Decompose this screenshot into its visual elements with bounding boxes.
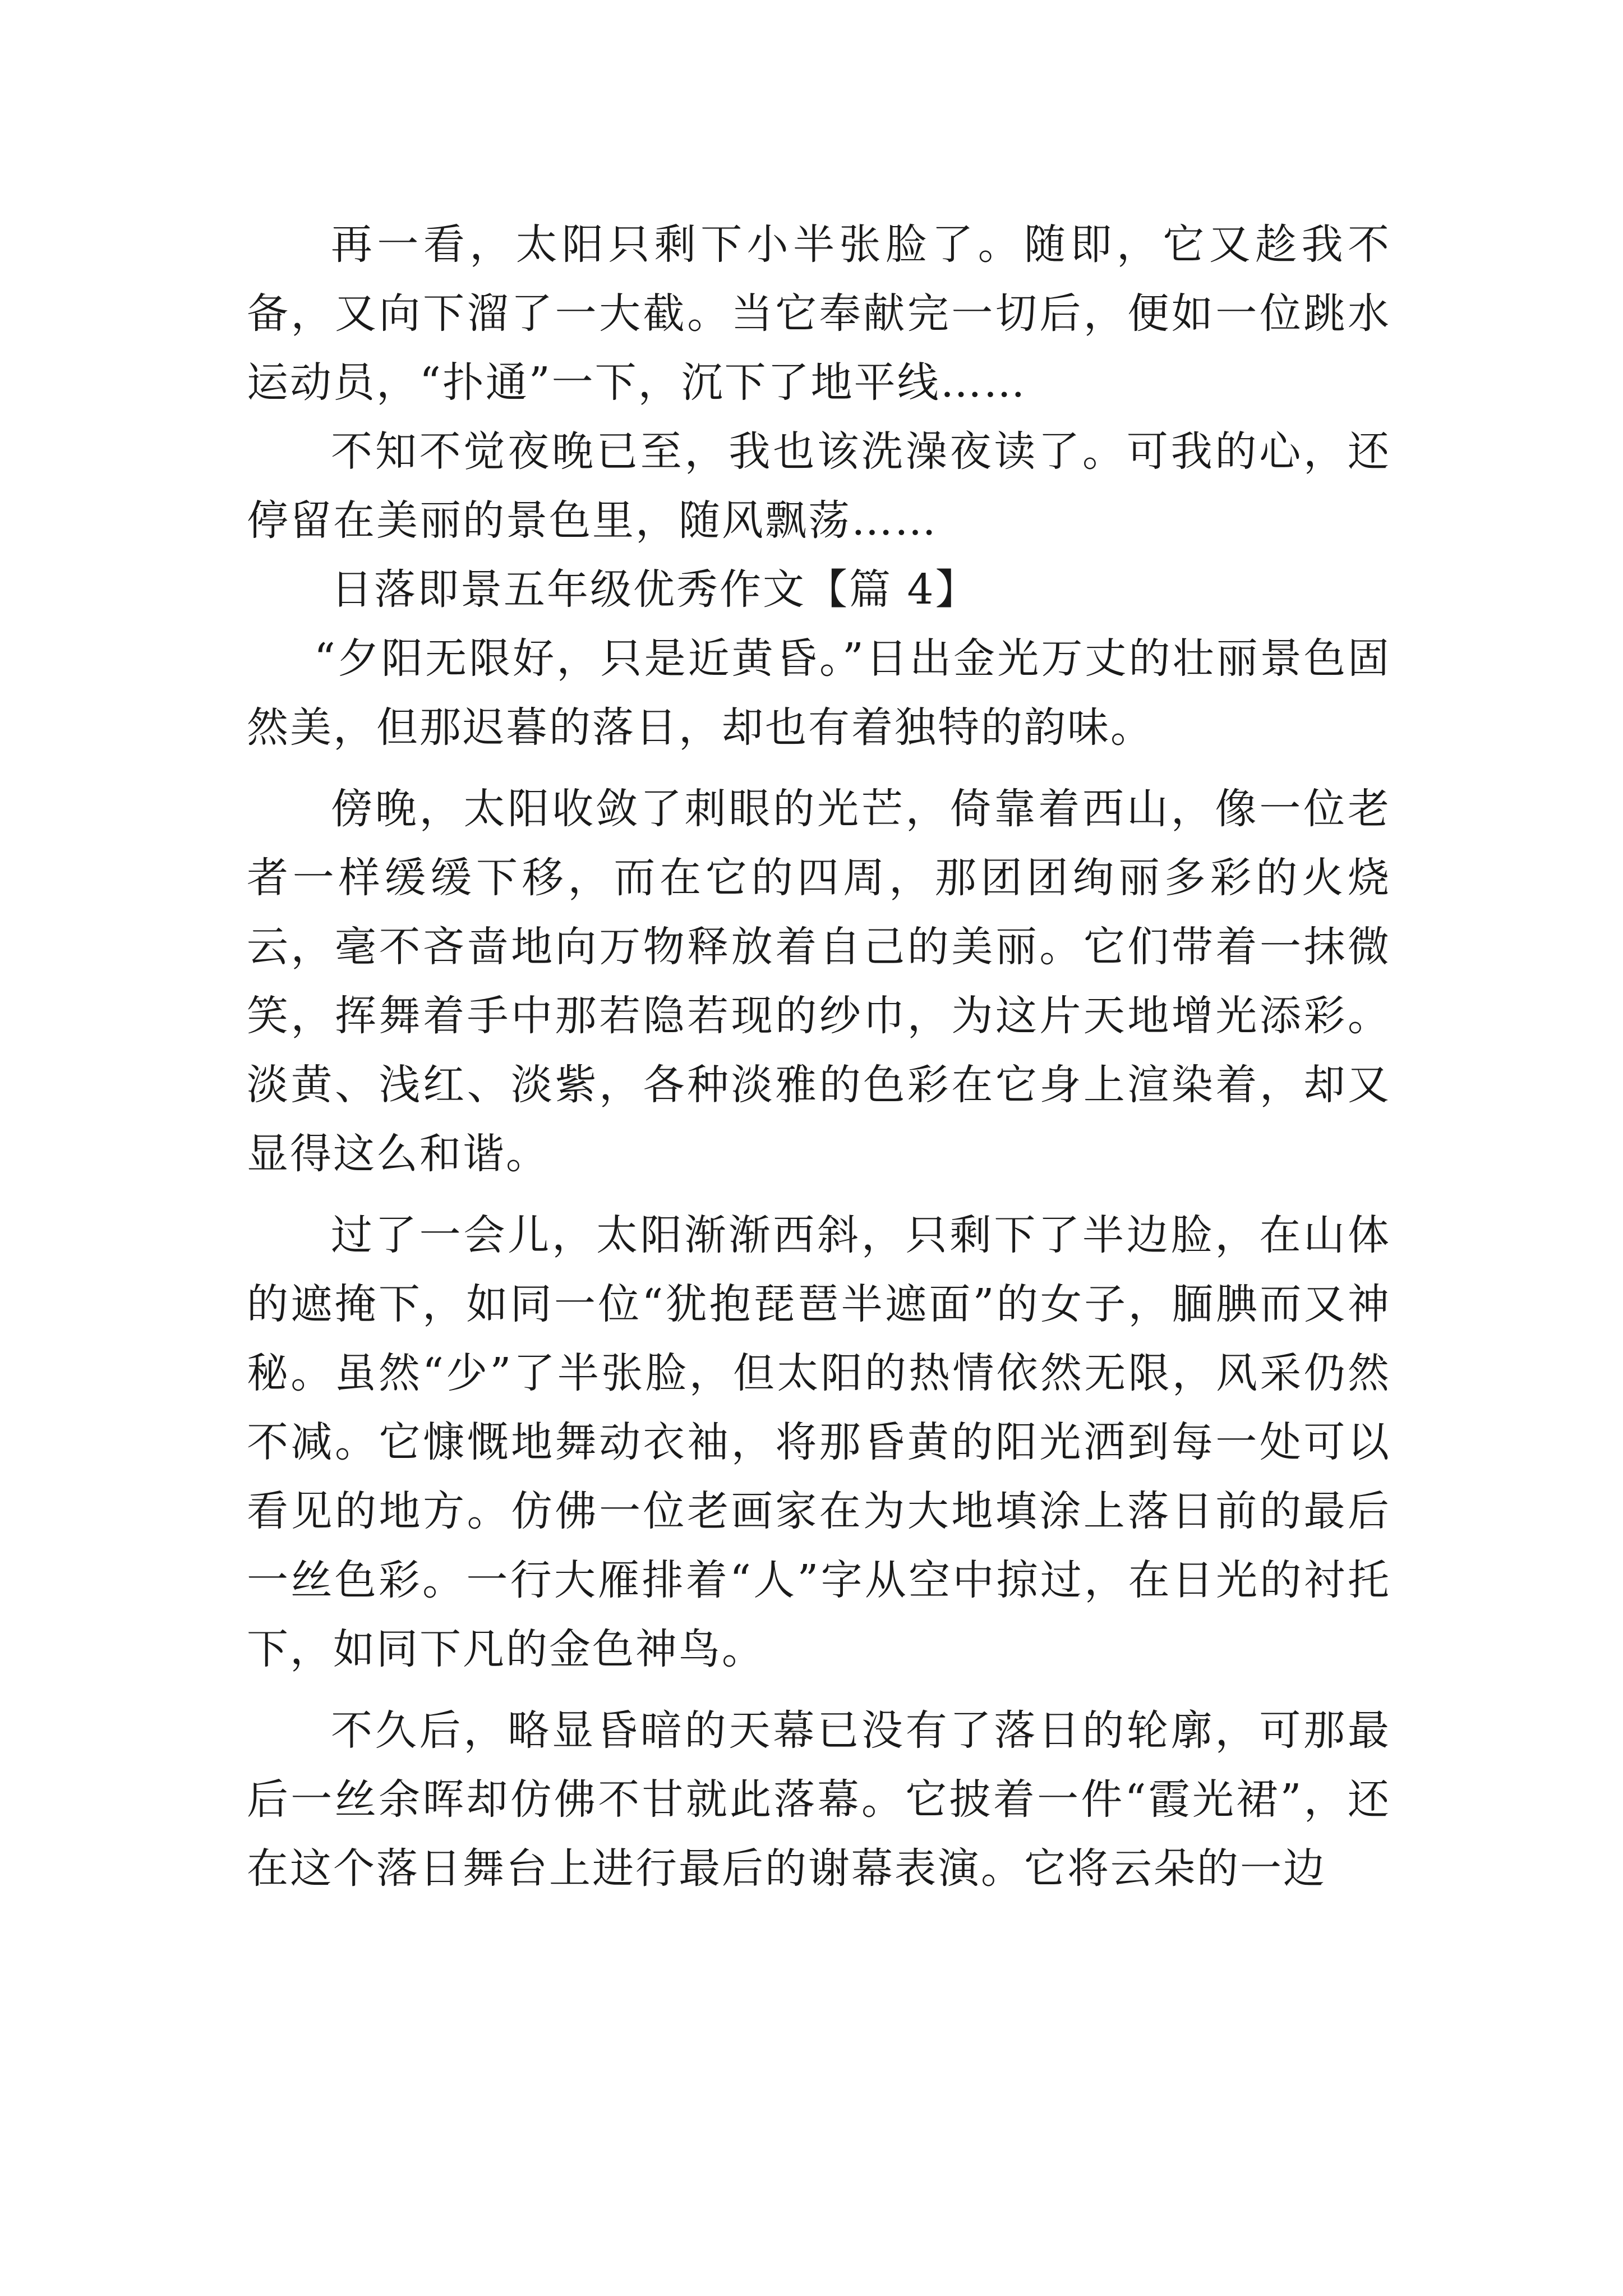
section-heading: 日落即景五年级优秀作文【篇 4】 (331, 565, 979, 614)
document-body (247, 210, 1391, 1903)
paragraph-intro-quote: “夕阳无限好，只是近黄昏。”日出金光万丈的壮丽景色固然美，但那迟暮的落日，却也有着独特的韵味。 (247, 634, 1391, 752)
paragraph-afterglow: 不久后，略显昏暗的天幕已没有了落日的轮廓，可那最后一丝余晖却仿佛不甘就此落幕。它披着一件“霞光裙”，还在这个落日舞台上进行最后的谢幕表演。它将云朵的一边 (247, 1706, 1391, 1893)
paragraph-sun-half-face: 过了一会儿，太阳渐渐西斜，只剩下了半边脸，在山体的遮掩下，如同一位“犹抱琵琶半遮面”的女子，腼腆而又神秘。虽然“少”了半张脸，但太阳的热情依然无限，风采仍然不减。它慷慨地舞动衣袖，将那昏黄的阳光洒到每一处可以看见的地方。仿佛一位老画家在为大地填涂上落日前的最后一丝色彩。一行大雁排着“人”字从空中掠过，在日光的衬托下，如同下凡的金色神鸟。 (247, 1211, 1391, 1673)
paragraph-evening-clouds: 傍晚，太阳收敛了刺眼的光芒，倚靠着西山，像一位老者一样缓缓下移，而在它的四周，那团团绚丽多彩的火烧云，毫不吝啬地向万物释放着自己的美丽。它们带着一抹微笑，挥舞着手中那若隐若现的纱巾，为这片天地增光添彩。淡黄、浅红、淡紫，各种淡雅的色彩在它身上渲染着，却又显得这么和谐。 (247, 785, 1391, 1178)
paragraph-sunset-sinking: 再一看，太阳只剩下小半张脸了。随即，它又趁我不备，又向下溜了一大截。当它奉献完一切后，便如一位跳水运动员，“扑通”一下，沉下了地平线…… (247, 220, 1391, 407)
paragraph-night-falls: 不知不觉夜晚已至，我也该洗澡夜读了。可我的心，还停留在美丽的景色里，随风飘荡…… (247, 427, 1391, 545)
